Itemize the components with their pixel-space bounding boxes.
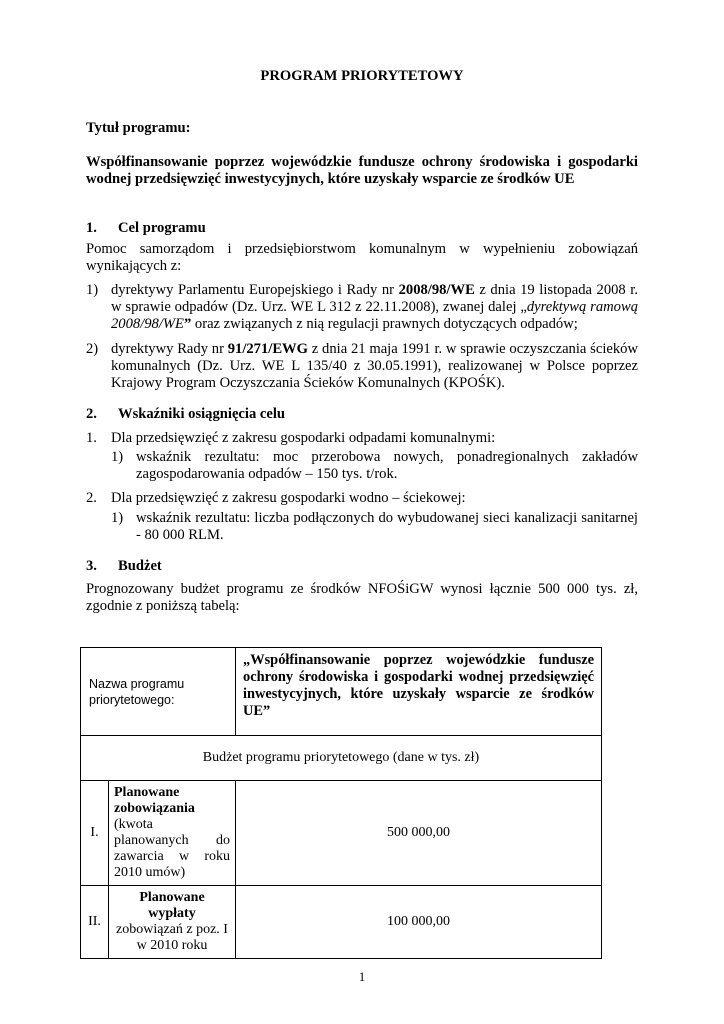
list-item-text: Dla przedsięwzięć z zakresu gospodarki odpadami komunalnymi: [111, 430, 496, 446]
section-title: Wskaźniki osiągnięcia celu [118, 406, 286, 422]
table-row [81, 781, 602, 886]
list-item: 1. Dla przedsięwzięć z zakresu gospodarki odpadami komunalnymi: [86, 430, 638, 447]
row-roman-numeral: II. [81, 886, 109, 959]
budget-table [80, 647, 602, 959]
section-title: Budżet [118, 558, 162, 574]
document-title: PROGRAM PRIORYTETOWY [260, 68, 464, 84]
directive-reference: 2008/98/WE [398, 282, 475, 298]
program-title-line-1: Współfinansowanie poprzez wojewódzkie fundusze ochrony środowiska i gospodarki [86, 154, 638, 170]
section-3-text-line-2: zgodnie z poniższą tabelą: [86, 598, 240, 614]
program-name-label: Nazwa programu priorytetowego: [81, 648, 236, 736]
program-title-line-2: wodnej przedsięwzięć inwestycyjnych, które uzyskały wsparcie ze środków UE [86, 171, 575, 187]
list-item-text: Dla przedsięwzięć z zakresu gospodarki wodno – ściekowej: [111, 490, 466, 506]
list-item-text: dyrektywy Parlamentu Europejskiego i Rady nr 2008/98/WE z dnia 19 listopada 2008 r. w sprawie odpadów (Dz. Urz. WE L 312 z 22.11.2008), zwanej dalej „dyrektywą ramową 2008/98/WE” oraz związanych z nią regulacji prawnych dotyczących odpadów; [111, 282, 638, 332]
sub-list-item: 1) wskaźnik rezultatu: liczba podłączonych do wybudowanej sieci kanalizacji sanitarnej - 80 000 RLM. [111, 510, 638, 543]
table-row [81, 736, 602, 781]
section-number: 2. [86, 406, 97, 422]
section-3-heading [86, 558, 638, 575]
program-name-value: „Współfinansowanie poprzez wojewódzkie fundusze ochrony środowiska i gospodarki wodnej przedsięwzięć inwestycyjnych, które uzyskały wsparcie ze środków UE” [236, 648, 602, 736]
table-row [81, 648, 602, 736]
program-title-label: Tytuł programu: [86, 120, 191, 136]
section-1-intro-line-2: wynikających z: [86, 258, 182, 274]
row-value: 100 000,00 [236, 886, 602, 959]
section-number: 1. [86, 220, 97, 236]
section-3-text-line-1: Prognozowany budżet programu ze środków NFOŚiGW wynosi łącznie 500 000 tys. zł, [86, 581, 638, 597]
section-title: Cel programu [118, 220, 206, 236]
sub-list-item-text: wskaźnik rezultatu: moc przerobowa nowych, ponadregionalnych zakładów zagospodarowania odpadów – 150 tys. t/rok. [136, 449, 638, 482]
row-label: Planowane wypłaty zobowiązań z poz. I w 2010 roku [109, 886, 236, 959]
row-value: 500 000,00 [236, 781, 602, 886]
table-row [81, 886, 602, 959]
list-item: 2. Dla przedsięwzięć z zakresu gospodarki wodno – ściekowej: [86, 490, 638, 507]
sub-list-item-text: wskaźnik rezultatu: liczba podłączonych do wybudowanej sieci kanalizacji sanitarnej - 80 000 RLM. [136, 510, 638, 543]
sub-list-item: 1) wskaźnik rezultatu: moc przerobowa nowych, ponadregionalnych zakładów zagospodarowania odpadów – 150 tys. t/rok. [111, 449, 638, 482]
section-2-heading [86, 406, 638, 423]
list-item-text: dyrektywy Rady nr 91/271/EWG z dnia 21 maja 1991 r. w sprawie oczyszczania ścieków komunalnych (Dz. Urz. WE L 135/40 z 30.05.1991), realizowanej w Polsce poprzez Krajowy Program Oczyszczania Ścieków Komunalnych (KPOŚK). [111, 341, 638, 391]
section-1-intro-line-1: Pomoc samorządom i przedsiębiorstwom komunalnym w wypełnieniu zobowiązań [86, 241, 638, 257]
directive-reference: 91/271/EWG [227, 341, 309, 357]
section-number: 3. [86, 558, 97, 574]
row-roman-numeral: I. [81, 781, 109, 886]
page-number: 1 [358, 969, 366, 984]
list-item: 1) dyrektywy Parlamentu Europejskiego i Rady nr 2008/98/WE z dnia 19 listopada 2008 r. w sprawie odpadów (Dz. Urz. WE L 312 z 22.11.2008), zwanej dalej „dyrektywą ramową 2008/98/WE” oraz związanych z nią regulacji prawnych dotyczących odpadów; [86, 282, 638, 332]
budget-header: Budżet programu priorytetowego (dane w tys. zł) [81, 736, 602, 781]
section-1-heading [86, 220, 638, 237]
list-item: 2) dyrektywy Rady nr 91/271/EWG z dnia 21 maja 1991 r. w sprawie oczyszczania ścieków komunalnych (Dz. Urz. WE L 135/40 z 30.05.1991), realizowanej w Polsce poprzez Krajowy Program Oczyszczania Ścieków Komunalnych (KPOŚK). [86, 341, 638, 391]
row-label: Planowane zobowiązania (kwota planowanych do zawarcia w roku 2010 umów) [109, 781, 236, 886]
